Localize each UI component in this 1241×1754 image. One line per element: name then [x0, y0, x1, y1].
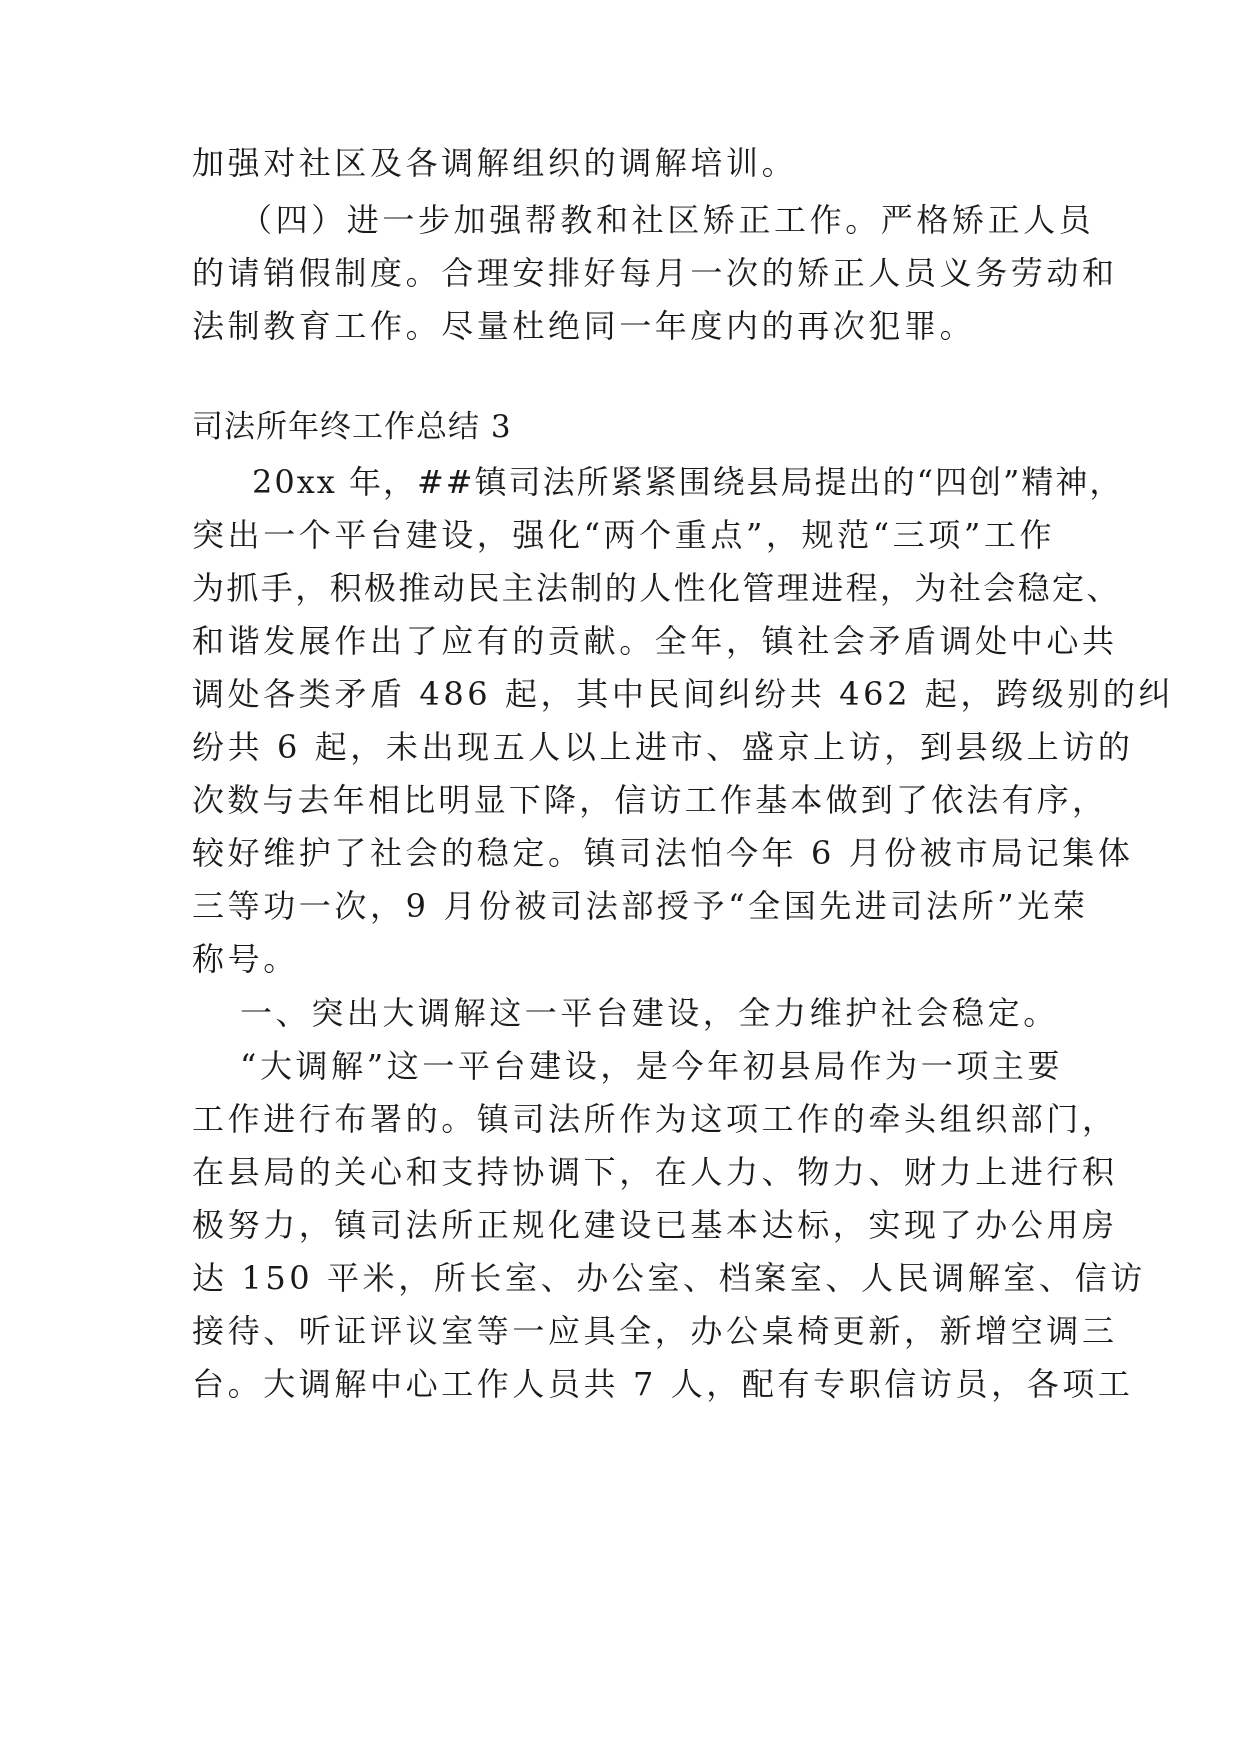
- section-heading-4: （四）进一步加强帮教和社区矫正工作。严格矫正人员: [240, 201, 1095, 239]
- body-text-line: 工作进行布署的。镇司法所作为这项工作的牵头组织部门，: [192, 1100, 1118, 1138]
- body-text-line: 极努力，镇司法所正规化建设已基本达标，实现了办公用房: [192, 1206, 1118, 1244]
- body-text-line: 为抓手，积极推动民主法制的人性化管理进程，为社会稳定、: [192, 569, 1121, 607]
- body-text-line: 法制教育工作。尽量杜绝同一年度内的再次犯罪。: [192, 307, 976, 345]
- body-text-line: 在县局的关心和支持协调下，在人力、物力、财力上进行积: [192, 1153, 1118, 1191]
- body-text-line: 称号。: [192, 940, 299, 978]
- body-text-line: 和谐发展作出了应有的贡献。全年，镇社会矛盾调处中心共: [192, 622, 1118, 660]
- body-text-line: 调处各类矛盾 486 起，其中民间纠纷共 462 起，跨级别的纠: [192, 675, 1175, 713]
- document-title: 司法所年终工作总结 3: [192, 409, 512, 445]
- body-text-line: 的请销假制度。合理安排好每月一次的矫正人员义务劳动和: [192, 254, 1118, 292]
- body-text-line: 三等功一次，9 月份被司法部授予“全国先进司法所”光荣: [192, 887, 1089, 925]
- body-text-line: 较好维护了社会的稳定。镇司法怕今年 6 月份被市局记集体: [192, 834, 1134, 872]
- body-text-line: 达 150 平米，所长室、办公室、档案室、人民调解室、信访: [192, 1259, 1146, 1297]
- body-text-line: 次数与去年相比明显下降，信访工作基本做到了依法有序，: [192, 781, 1108, 819]
- section-heading-1: 一、突出大调解这一平台建设，全力维护社会稳定。: [240, 994, 1059, 1032]
- body-text-line: 接待、听证评议室等一应具全，办公桌椅更新，新增空调三: [192, 1312, 1118, 1350]
- body-text-line: 突出一个平台建设，强化“两个重点”，规范“三项”工作: [192, 516, 1056, 554]
- body-text-line: 20xx 年，##镇司法所紧紧围绕县局提出的“四创”精神，: [252, 463, 1124, 501]
- body-text-line: 加强对社区及各调解组织的调解培训。: [192, 144, 798, 182]
- body-text-line: 纷共 6 起，未出现五人以上进市、盛京上访，到县级上访的: [192, 728, 1134, 766]
- body-text-line: “大调解”这一平台建设，是今年初县局作为一项主要: [240, 1047, 1064, 1085]
- body-text-line: 台。大调解中心工作人员共 7 人，配有专职信访员，各项工: [192, 1365, 1134, 1403]
